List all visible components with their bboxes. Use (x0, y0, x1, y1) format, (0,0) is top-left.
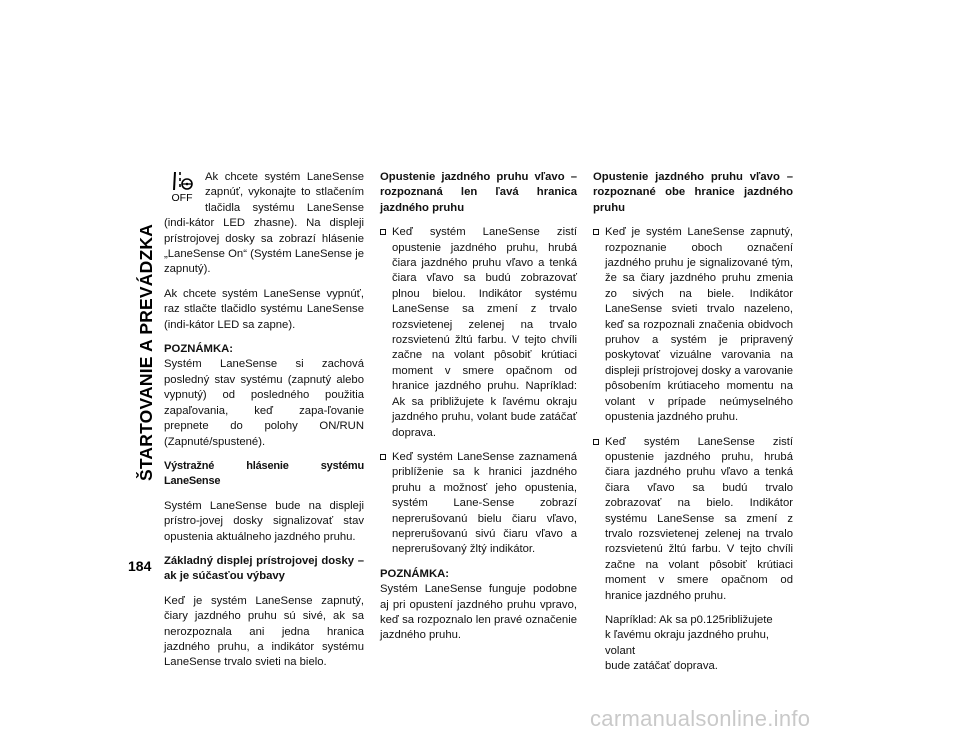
lanesense-off-indicator (164, 170, 200, 212)
paragraph-example (593, 613, 793, 675)
bullet-list-both (593, 225, 793, 604)
list-item (593, 225, 793, 425)
checkbox-bullet-icon (380, 454, 386, 460)
side-chapter-title-text: ŠTARTOVANIE A PREVÁDZKA (136, 223, 157, 482)
example-line-3: bude zatáčať doprava. (605, 660, 718, 673)
list-item-text: Keď systém LaneSense zaznamená priblíženie sa k hranici jazdného pruhu a možnosť jeho opustenia, systém Lane-Sense zobrazí neprerušovanú bielu čiaru vľavo, neprerušovanú sivú čiaru vľavo a neprerušovaný žltý indikátor. (392, 450, 577, 556)
note-2-heading: POZNÁMKA: (380, 567, 450, 580)
section-heading-warning: Výstražné hlásenie systému LaneSense (164, 459, 364, 488)
list-item (380, 225, 577, 441)
lanesense-off-icon (171, 170, 193, 192)
paragraph-turn-on: Ak chcete systém LaneSense zapnúť, vykonajte to stlačením tlačidla systému LaneSense (indi-kátor LED zhasne). Na displeji prístrojovej dosky sa zobrazí hlásenie „LaneSense On“ (Systém LaneSense je zapnutý). (164, 171, 364, 276)
list-item-text: Keď systém LaneSense zistí opustenie jazdného pruhu, hrubá čiara jazdného pruhu vľavo a tenká čiara vľavo sa budú trvalo zobrazovať na bielo. Indikátor systému LaneSense sa zmení z trvalo rozsvietenej zelenej na trvalo rozsvietenú žltú farbu. V tejto chvíli začne na volant pôsobiť krútiaci moment v smere opačnom od hranice jazdného pruhu. (605, 435, 793, 602)
heading-left-departure-both: Opustenie jazdného pruhu vľavo – rozpoznané obe hranice jazdného pruhu (593, 171, 793, 214)
heading-basic-display: Základný displej prístrojovej dosky – ak je súčasťou výbavy (164, 554, 364, 583)
list-item (380, 450, 577, 558)
note-1-body: Systém LaneSense si zachová posledný stav systému (zapnutý alebo vypnutý) od posledného použitia zapaľovania, keď zapa-ľovanie prepnete do polohy ON/RUN (Zapnuté/spustené). (164, 358, 364, 448)
paragraph-basic-display: Keď je systém LaneSense zapnutý, čiary jazdného pruhu sú sivé, ak sa nerozpoznala ani jedna hranica jazdného pruhu, a indikátor systému LaneSense trvalo svieti na bielo. (164, 594, 364, 669)
checkbox-bullet-icon (593, 229, 599, 235)
example-line-1: Napríklad: Ak sa p0.125ribližujete (605, 613, 773, 626)
column-1 (164, 170, 364, 680)
side-chapter-title (132, 170, 162, 535)
column-3 (593, 170, 793, 684)
example-line-2: k ľavému okraju jazdného pruhu, volant (605, 629, 770, 657)
column-2 (380, 170, 577, 653)
heading-left-departure-left-only: Opustenie jazdného pruhu vľavo – rozpoznaná len ľavá hranica jazdného pruhu (380, 171, 577, 214)
note-2 (380, 567, 577, 644)
list-item-text: Keď je systém LaneSense zapnutý, rozpoznanie oboch označení jazdného pruhu je signalizované tým, že sa čiary jazdného pruhu zmenia zo sivých na biele. Indikátor LaneSense svieti trvalo nazeleno, keď sa rozpoznali značenia obidvoch pruhov a systém je pripravený poskytovať vizuálne varovania na displeji prístrojovej dosky a varovanie pôsobením krútiaceho momentu na volant v prípade neúmyselného opustenia jazdného pruhu. (605, 226, 793, 424)
note-1 (164, 342, 364, 450)
bullet-list-left-only (380, 225, 577, 558)
page-number: 184 (128, 558, 152, 574)
list-item (593, 435, 793, 604)
list-item-text: Keď systém LaneSense zistí opustenie jazdného pruhu, hrubá čiara jazdného pruhu vľavo a tenká čiara vľavo sa budú zobrazovať plnou bielou. Indikátor systému LaneSense sa zmení z trvalo rozsvietenej zelenej na trvalo rozsvietenú žltú farbu. V tejto chvíli začne na volant pôsobiť krútiaci moment v smere opačnom od hranice jazdného pruhu. Napríklad: Ak sa približujete k ľavému okraju jazdného pruhu, volant bude zatáčať doprava. (392, 226, 577, 439)
watermark: carmanualsonline.info (590, 706, 811, 731)
note-2-body: Systém LaneSense funguje podobne aj pri opustení jazdného pruhu vpravo, keď sa rozpoznalo len pravé označenie jazdného pruhu. (380, 583, 577, 642)
paragraph-warning-intro: Systém LaneSense bude na displeji prístro-jovej dosky signalizovať stav opustenia aktuálneho jazdného pruhu. (164, 499, 364, 543)
checkbox-bullet-icon (593, 439, 599, 445)
lanesense-off-label: OFF (171, 192, 193, 204)
note-1-heading: POZNÁMKA: (164, 343, 234, 356)
checkbox-bullet-icon (380, 229, 386, 235)
paragraph-turn-off: Ak chcete systém LaneSense vypnúť, raz stlačte tlačidlo systému LaneSense (indi-kátor LED sa zapne). (164, 287, 364, 331)
